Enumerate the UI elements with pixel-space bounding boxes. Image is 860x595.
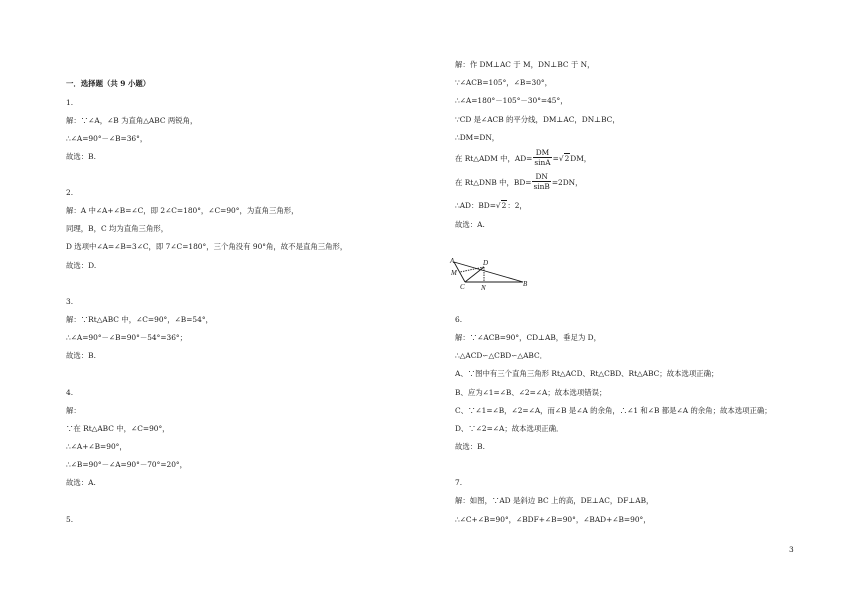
- sqrt-expression: √2: [495, 201, 507, 210]
- line7-suffix: =2DN，: [551, 177, 583, 187]
- q4-line-2: ∵在 Rt△ABC 中，∠C=90°，: [66, 424, 170, 433]
- q3-line-2: ∴∠A=90°－∠B=90°－54°=36°；: [66, 333, 188, 342]
- label-n: N: [481, 284, 486, 292]
- sqrt-radicand: 2: [501, 201, 507, 210]
- q2-line-2: 同理，B，C 均为直角三角形，: [66, 224, 169, 233]
- q5-solution-line-5: ∴DM=DN，: [455, 133, 500, 142]
- label-d: D: [483, 259, 489, 267]
- q6-line-6: D、∵∠2=∠A；故本选项正确．: [455, 424, 564, 433]
- q4-line-3: ∴∠A+∠B=90°，: [66, 442, 127, 451]
- q3-number: 3.: [66, 297, 74, 306]
- q3-answer: 故选：B.: [66, 351, 96, 360]
- q5-solution-line-3: ∴∠A=180°－105°－30°=45°，: [455, 96, 568, 105]
- line8-suffix: ：2，: [507, 201, 527, 210]
- fraction-dn-over-sinb: [532, 173, 550, 191]
- q1-answer: 故选：B.: [66, 152, 96, 161]
- q5-solution-line-6: [455, 150, 591, 168]
- line7-prefix: 在 Rt△DNB 中，BD=: [455, 177, 532, 187]
- line6-prefix: 在 Rt△ADM 中，AD=: [455, 153, 533, 163]
- line6-suffix: DM，: [570, 153, 592, 163]
- q2-number: 2.: [66, 188, 74, 197]
- q6-line-3: A、∵图中有三个直角三角形 Rt△ACD、Rt△CBD、Rt△ABC；故本选项正确；: [455, 369, 719, 378]
- q4-line-4: ∴∠B=90°－∠A=90°－70°=20°，: [66, 460, 188, 469]
- fraction-numerator: DN: [532, 173, 550, 182]
- q6-line-5: C、∵∠1=∠B，∠2=∠A，而∠B 是∠A 的余角，∴∠1 和∠B 都是∠A 的余角；故本选项正确；: [455, 406, 772, 415]
- label-a: A: [450, 258, 455, 265]
- q5-solution-line-7: [455, 174, 583, 192]
- q7-line-1: 解：如图，∵AD 是斜边 BC 上的高，DE⊥AC，DF⊥AB，: [455, 496, 654, 505]
- q4-answer: 故选：A.: [66, 478, 96, 487]
- q5-solution-answer: 故选：A.: [455, 220, 485, 229]
- page-number: 3: [789, 545, 794, 554]
- q2-line-1: 解：A 中∠A+∠B=∠C，即 2∠C=180°，∠C=90°，为直角三角形，: [66, 206, 299, 215]
- q7-line-2: ∴∠C+∠B=90°，∠BDF+∠B=90°，∠BAD+∠B=90°，: [455, 515, 651, 524]
- q6-answer: 故选：B.: [455, 442, 485, 451]
- q5-solution-line-8: [455, 202, 527, 209]
- sqrt-expression: √2: [558, 153, 570, 163]
- q1-line-2: ∴∠A=90°－∠B=36°，: [66, 134, 148, 143]
- sqrt-radicand: 2: [564, 153, 570, 163]
- q1-number: 1.: [66, 98, 74, 107]
- fraction-dm-over-sina: [533, 149, 551, 167]
- section-title: 一．选择题（共 9 小题）: [66, 79, 151, 88]
- q4-number: 4.: [66, 388, 74, 397]
- line8-prefix: ∴AD：BD=: [455, 201, 496, 210]
- q2-answer: 故选：D.: [66, 261, 97, 270]
- q7-number: 7.: [455, 478, 463, 487]
- q5-number: 5.: [66, 515, 74, 524]
- label-b: B: [523, 280, 528, 288]
- q4-line-1: 解：: [66, 406, 81, 415]
- q6-line-2: ∴△ACD∽△CBD∽△ABC．: [455, 351, 548, 360]
- fraction-denominator: sinB: [533, 182, 550, 192]
- label-c: C: [460, 283, 465, 291]
- fraction-denominator: sinA: [534, 158, 551, 168]
- q5-solution-line-4: ∵CD 是∠ACB 的平分线，DM⊥AC，DN⊥BC，: [455, 115, 620, 124]
- q3-line-1: 解：∵Rt△ABC 中，∠C=90°，∠B=54°，: [66, 315, 213, 324]
- q6-number: 6.: [455, 315, 463, 324]
- q6-line-1: 解：∵∠ACB=90°，CD⊥AB，垂足为 D，: [455, 333, 601, 342]
- label-m: M: [451, 269, 457, 277]
- segment-cd: [465, 267, 484, 282]
- q2-line-3: D 选项中∠A=∠B=3∠C，即 7∠C=180°，三个角没有 90°角，故不是直角三角形，: [66, 242, 348, 251]
- equals-sign: =: [552, 153, 559, 163]
- triangle-figure: [449, 258, 539, 294]
- q1-line-1: 解：∵∠A，∠B 为直角△ABC 两锐角，: [66, 116, 198, 125]
- segment-ab: [454, 262, 523, 282]
- fraction-numerator: DM: [533, 149, 551, 158]
- q5-solution-line-1: 解：作 DM⊥AC 于 M，DN⊥BC 于 N，: [455, 60, 595, 69]
- q5-solution-line-2: ∵∠ACB=105°，∠B=30°，: [455, 78, 553, 87]
- q6-line-4: B、应为∠1=∠B、∠2=∠A；故本选项错误；: [455, 388, 607, 397]
